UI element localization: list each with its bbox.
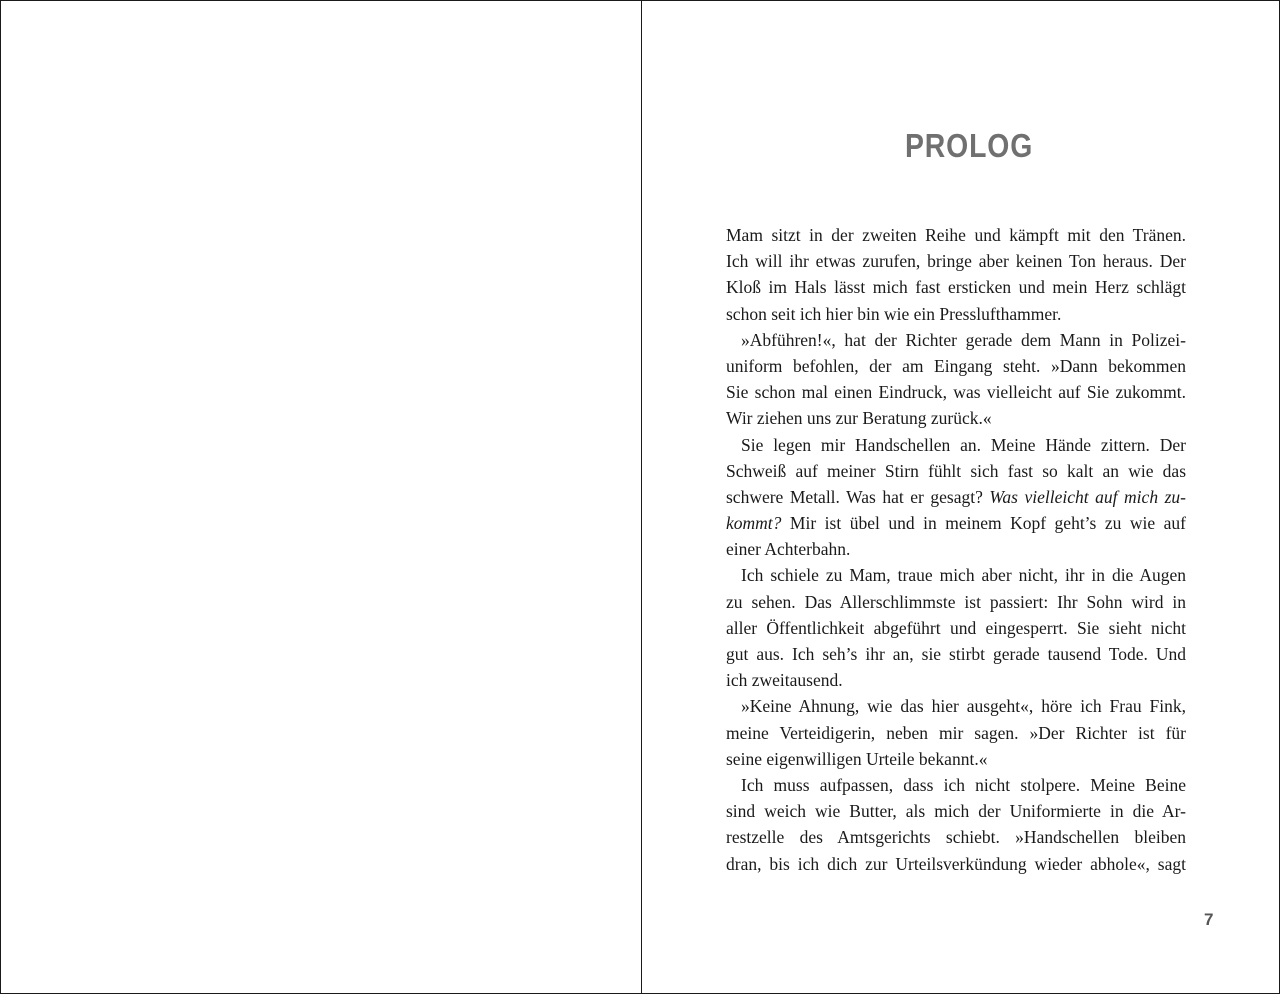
text-line: Mam sitzt in der zweiten Reihe und kämpft mit den Tränen. xyxy=(726,225,1186,245)
text-line: Ich muss aufpassen, dass ich nicht stolpere. Meine Beine xyxy=(741,774,1186,795)
text-line: seine eigenwilligen Urteile bekannt.« xyxy=(726,748,988,769)
text-line: aller Öffentlichkeit abgeführt und eingesperrt. Sie sieht nicht xyxy=(726,617,1186,638)
text-line: Ich schiele zu Mam, traue mich aber nicht, ihr in die Augen xyxy=(741,565,1186,586)
right-page xyxy=(642,1,1279,993)
text-line: »Abführen!«, hat der Richter gerade dem Mann in Polizei- xyxy=(741,329,1186,350)
text-line: schon seit ich hier bin wie ein Presslufthammer. xyxy=(726,303,1062,324)
text-line: Ich will ihr etwas zurufen, bringe aber keinen Ton heraus. Der xyxy=(726,251,1186,272)
text-line xyxy=(726,484,1186,510)
text-line: Kloß im Hals lässt mich fast ersticken und mein Herz schlägt xyxy=(726,277,1186,298)
prolog-text xyxy=(726,222,1186,877)
text-line: Sie schon mal einen Eindruck, was vielleicht auf Sie zukommt. xyxy=(726,382,1186,403)
line-segment: schwere Metall. Was hat er gesagt? xyxy=(726,486,990,507)
text-line: uniform befohlen, der am Eingang steht. »Dann bekommen xyxy=(726,355,1186,376)
text-line: einer Achterbahn. xyxy=(726,539,851,560)
italic-quote: Was vielleicht auf mich zu- xyxy=(989,486,1186,507)
text-line: zu sehen. Das Allerschlimmste ist passiert: Ihr Sohn wird in xyxy=(726,591,1186,612)
page-number: 7 xyxy=(1204,910,1214,929)
text-line: Sie legen mir Handschellen an. Meine Hände zittern. Der xyxy=(741,434,1186,455)
text-line: Wir ziehen uns zur Beratung zurück.« xyxy=(726,408,992,429)
text-line: gut aus. Ich seh’s ihr an, sie stirbt gerade tausend Tode. Und xyxy=(726,644,1186,664)
text-line: restzelle des Amtsgerichts schiebt. »Handschellen bleiben xyxy=(726,827,1186,848)
line-segment: Mir ist übel und in meinem Kopf geht’s zu wie auf xyxy=(781,513,1186,534)
text-line: meine Verteidigerin, neben mir sagen. »Der Richter ist für xyxy=(726,722,1186,743)
text-line: dran, bis ich dich zur Urteilsverkündung wieder abhole«, sagt xyxy=(726,853,1186,874)
text-line: sind weich wie Butter, als mich der Uniformierte in die Ar- xyxy=(726,801,1186,822)
left-page-blank xyxy=(1,1,642,993)
text-line xyxy=(726,510,1186,536)
text-line: Schweiß auf meiner Stirn fühlt sich fast so kalt an wie das xyxy=(726,460,1186,481)
chapter-title: PROLOG xyxy=(905,127,1034,164)
text-line: »Keine Ahnung, wie das hier ausgeht«, höre ich Frau Fink, xyxy=(741,696,1186,717)
text-line: ich zweitausend. xyxy=(726,670,843,691)
italic-quote: kommt? xyxy=(726,513,782,534)
